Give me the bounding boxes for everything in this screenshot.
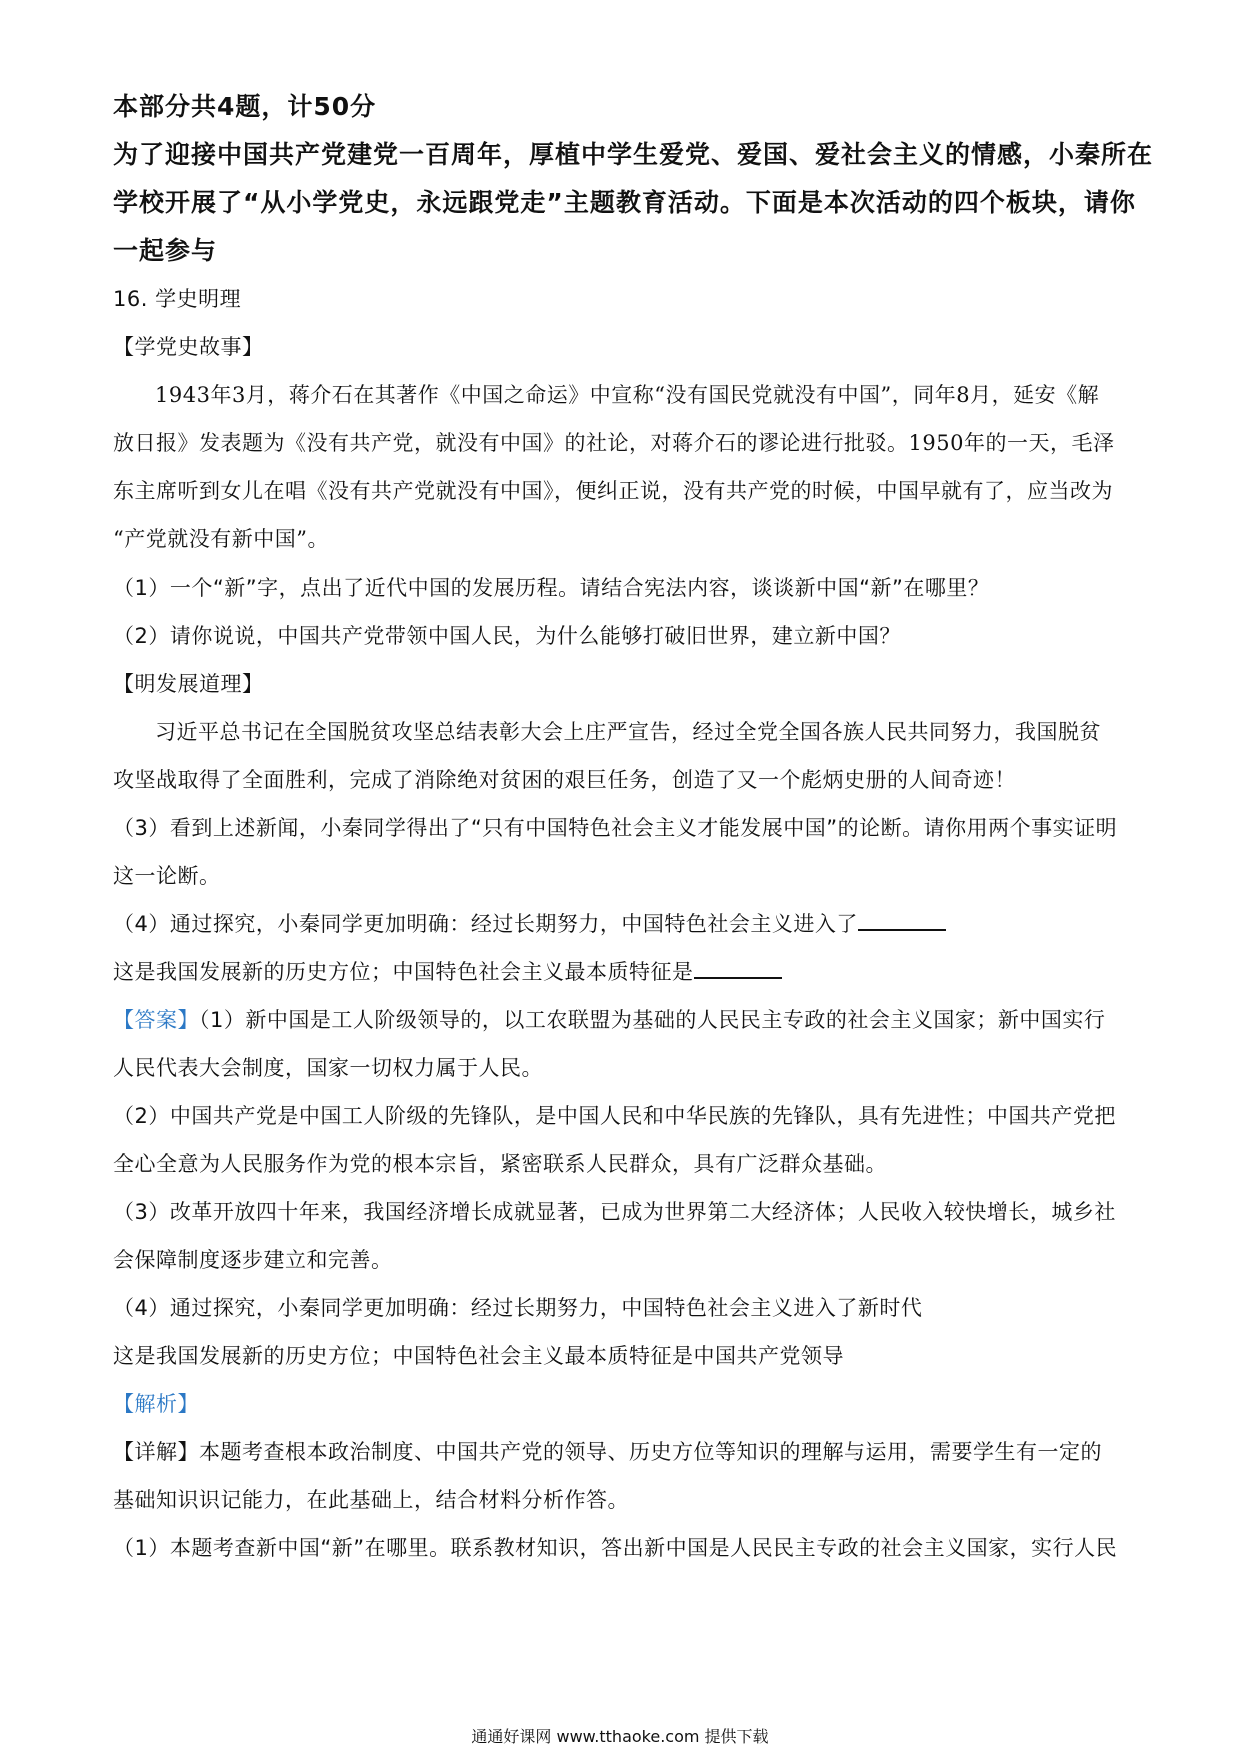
answer-4: （4）通过探究，小秦同学更加明确：经过长期努力，中国特色社会主义进入了新时代 [113, 1296, 923, 1320]
answer-2: （2）中国共产党是中国工人阶级的先锋队，是中国人民和中华民族的先锋队，具有先进性；中国共产党把 [113, 1104, 1116, 1128]
question-1: （1）一个“新”字，点出了近代中国的发展历程。请结合宪法内容，谈谈新中国“新”在哪里？ [113, 576, 990, 600]
question-3: （3）看到上述新闻，小秦同学得出了“只有中国特色社会主义才能发展中国”的论断。请你用两个事实证明 [113, 816, 1118, 840]
question-4 [113, 909, 946, 939]
intro-text-line: 为了迎接中国共产党建党一百周年，厚植中学生爱党、爱国、爱社会主义的情感，小秦所在 [113, 140, 1154, 169]
analysis-detail: 【详解】本题考查根本政治制度、中国共产党的领导、历史方位等知识的理解与运用，需要学生有一定的 [113, 1440, 1102, 1464]
answer-1 [113, 1005, 1105, 1035]
answer-1-text: （1）新中国是工人阶级领导的，以工农联盟为基础的人民民主专政的社会主义国家；新中国实行 [199, 1008, 1106, 1032]
question-3-cont: 这一论断。 [113, 864, 221, 888]
analysis-detail-cont: （1）本题考查新中国“新”在哪里。联系教材知识，答出新中国是人民民主专政的社会主义国家，实行人民 [113, 1536, 1118, 1560]
footer-watermark: 通通好课网 www.tthaoke.com 提供下载 [471, 1727, 769, 1746]
answer-1-cont: 人民代表大会制度，国家一切权力属于人民。 [113, 1056, 543, 1080]
story-line: 放日报》发表题为《没有共产党，就没有中国》的社论，对蒋介石的谬论进行批驳。1950年的一天，毛泽 [113, 431, 1115, 455]
question-4-cont [113, 957, 782, 987]
answer-4-cont: 这是我国发展新的历史方位；中国特色社会主义最本质特征是中国共产党领导 [113, 1344, 844, 1368]
answer-blank [694, 959, 782, 979]
intro-heading: 本部分共4题，计50分 [113, 92, 377, 121]
news-line: 习近平总书记在全国脱贫攻坚总结表彰大会上庄严宣告，经过全党全国各族人民共同努力，我国脱贫 [155, 720, 1101, 744]
answer-label: 【答案】 [113, 1008, 199, 1032]
question-4-cont-text: 这是我国发展新的历史方位；中国特色社会主义最本质特征是 [113, 960, 694, 984]
section-heading-development: 【明发展道理】 [113, 672, 264, 696]
question-4-text: （4）通过探究，小秦同学更加明确：经过长期努力，中国特色社会主义进入了 [113, 912, 858, 936]
intro-text-line: 学校开展了“从小学党史，永远跟党走”主题教育活动。下面是本次活动的四个板块，请你 [113, 188, 1136, 217]
answer-3: （3）改革开放四十年来，我国经济增长成就显著，已成为世界第二大经济体；人民收入较快增长，城乡社 [113, 1200, 1116, 1224]
answer-3-cont: 会保障制度逐步建立和完善。 [113, 1248, 393, 1272]
question-title: 16. 学史明理 [113, 287, 242, 311]
intro-text-line: 一起参与 [113, 236, 218, 265]
answer-blank [858, 911, 946, 931]
question-2: （2）请你说说，中国共产党带领中国人民，为什么能够打破旧世界，建立新中国？ [113, 624, 901, 648]
story-line: 1943年3月，蒋介石在其著作《中国之命运》中宣称“没有国民党就没有中国”，同年8月，延安《解 [155, 383, 1100, 407]
story-line: “产党就没有新中国”。 [113, 527, 329, 551]
section-heading-party-history: 【学党史故事】 [113, 335, 264, 359]
news-line: 攻坚战取得了全面胜利，完成了消除绝对贫困的艰巨任务，创造了又一个彪炳史册的人间奇迹！ [113, 768, 1016, 792]
story-line: 东主席听到女儿在唱《没有共产党就没有中国》，便纠正说，没有共产党的时候，中国早就有了，应当改为 [113, 479, 1113, 503]
analysis-detail-cont: 基础知识识记能力，在此基础上，结合材料分析作答。 [113, 1488, 629, 1512]
answer-2-cont: 全心全意为人民服务作为党的根本宗旨，紧密联系人民群众，具有广泛群众基础。 [113, 1152, 887, 1176]
analysis-label: 【解析】 [113, 1392, 199, 1416]
